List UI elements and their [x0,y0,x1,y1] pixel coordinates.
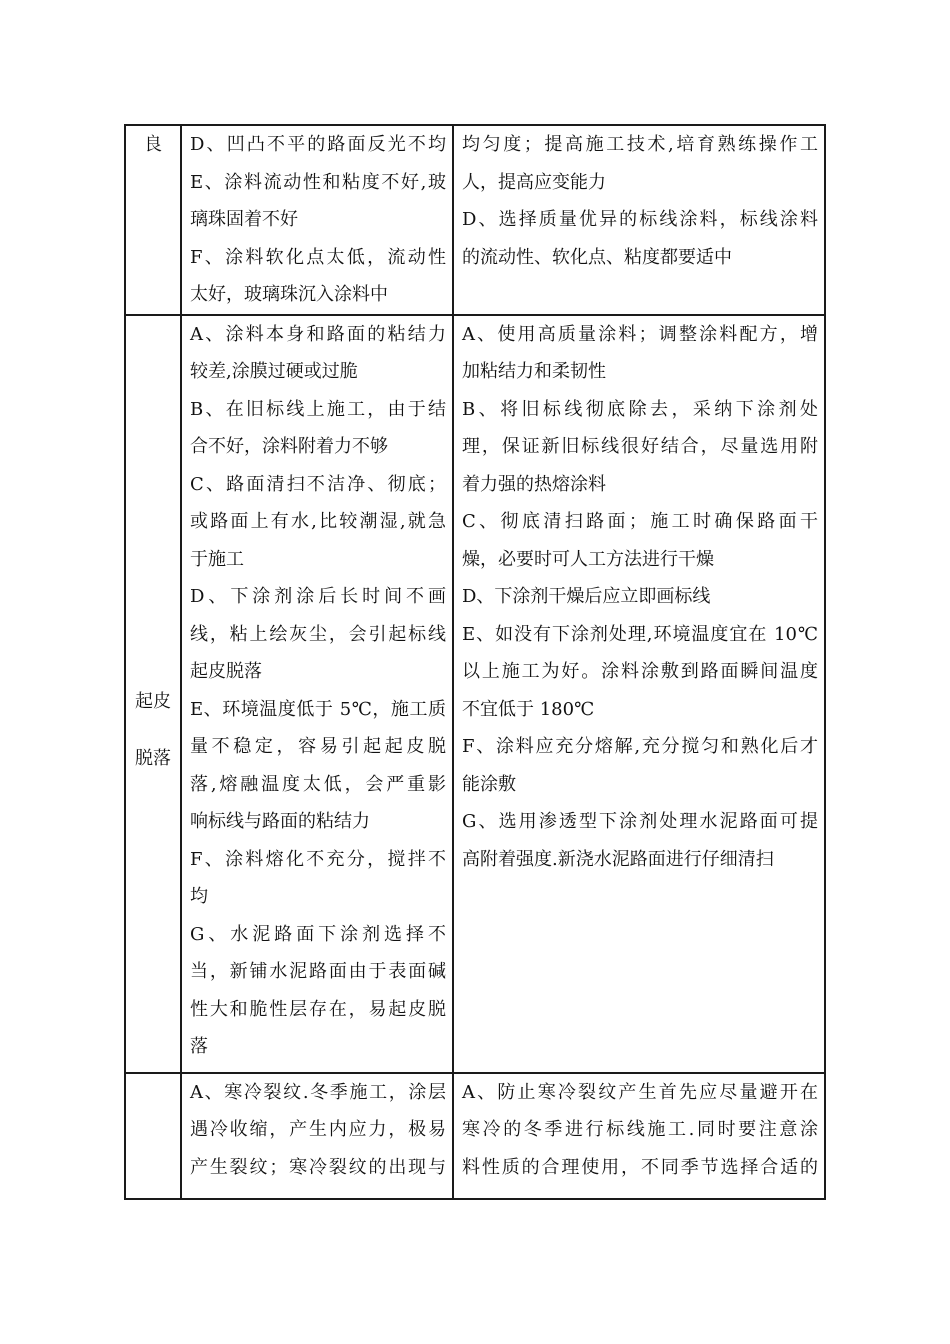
cause-line: 产生裂纹；寒冷裂纹的出现与 [190,1156,446,1178]
cause-line: 太好，玻璃珠沉入涂料中 [190,284,388,305]
category-cell [125,1073,181,1199]
solution-line: 的流动性、软化点、粘度都要适中 [462,246,732,268]
solution-line: 加粘结力和柔韧性 [462,361,606,382]
cause-line: B、在旧标线上施工，由于结 [190,398,446,420]
cause-line: 于施工 [190,548,244,570]
cause-line: 合不好，涂料附着力不够 [190,436,388,457]
category-cell [125,315,181,1073]
solution-line: 料性质的合理使用，不同季节选择合适的 [462,1156,818,1178]
solutions-cell [453,315,825,1073]
cause-line: D、下涂剂涂后长时间不画 [190,586,446,607]
solution-line: A、防止寒冷裂纹产生首先应尽量避开在 [462,1081,818,1103]
table-row-cracking [125,1073,825,1199]
solution-line: 理，保证新旧标线很好结合，尽量选用附 [462,436,818,457]
table-row-peeling [125,315,825,1073]
cause-line: 遇冷收缩，产生内应力，极易 [190,1119,446,1140]
solution-line: B、将旧标线彻底除去，采纳下涂剂处 [462,398,818,420]
cause-line: D、凹凸不平的路面反光不均 [190,134,446,155]
table-body [125,125,825,1199]
causes-cell [181,1073,453,1199]
solution-line: D、选择质量优异的标线涂料，标线涂料 [462,209,818,230]
cause-line: 起皮脱落 [190,661,262,682]
cause-line: 量不稳定，容易引起起皮脱 [190,736,446,757]
cause-line: 落 [190,1036,208,1057]
causes-cell [181,125,453,315]
cause-line: 均 [190,886,208,907]
cause-line: G、水泥路面下涂剂选择不 [190,923,446,945]
solution-line: 高附着强度.新浇水泥路面进行仔细清扫 [462,848,774,870]
solution-line: A、使用高质量涂料；调整涂料配方，增 [462,323,818,345]
table-row-liang [125,125,825,315]
solution-line: C、彻底清扫路面；施工时确保路面干 [462,511,818,532]
cause-line: A、寒冷裂纹.冬季施工，涂层 [190,1081,446,1103]
cause-line: 响标线与路面的粘结力 [190,811,370,832]
causes-cell [181,315,453,1073]
cause-line: 或路面上有水,比较潮湿,就急 [190,511,446,532]
cause-line: 性大和脆性层存在，易起皮脱 [190,998,446,1020]
solution-line: E、如没有下涂剂处理,环境温度宜在 10℃ [462,623,818,645]
solution-line: D、下涂剂干燥后应立即画标线 [462,586,711,607]
solution-line: 着力强的热熔涂料 [462,473,606,495]
category-text: 良 [144,134,162,155]
solution-line: G、选用渗透型下涂剂处理水泥路面可提 [462,811,818,832]
category-text: 脱落 [135,747,171,769]
cause-line: C、路面清扫不洁净、彻底； [190,473,446,495]
solution-line: 寒冷的冬季进行标线施工.同时要注意涂 [462,1119,818,1140]
category-text: 起皮 [135,690,171,712]
defects-table [124,124,826,1200]
cause-line: F、涂料软化点太低，流动性 [190,246,446,268]
solution-line: 人，提高应变能力 [462,171,606,193]
solutions-cell [453,125,825,315]
solution-line: 以上施工为好。涂料涂敷到路面瞬间温度 [462,661,818,682]
cause-line: A、涂料本身和路面的粘结力 [190,323,446,345]
cause-line: F、涂料熔化不充分，搅拌不 [190,848,446,870]
solution-line: 燥，必要时可人工方法进行干燥 [462,548,714,570]
solutions-cell [453,1073,825,1199]
cause-line: 较差,涂膜过硬或过脆 [190,361,358,382]
cause-line: 落,熔融温度太低，会严重影 [190,773,446,795]
cause-line: E、涂料流动性和粘度不好,玻 [190,171,446,193]
cause-line: 线，粘上绘灰尘，会引起标线 [190,623,446,645]
solution-line: 均匀度；提高施工技术,培育熟练操作工 [462,134,818,155]
cause-line: E、环境温度低于 5℃，施工质 [190,698,446,720]
category-cell [125,125,181,315]
solution-line: 不宜低于 180℃ [462,698,595,720]
solution-line: F、涂料应充分熔解,充分搅匀和熟化后才 [462,736,818,757]
cause-line: 璃珠固着不好 [190,209,298,230]
solution-line: 能涂敷 [462,773,516,795]
cause-line: 当，新铺水泥路面由于表面碱 [190,961,446,982]
